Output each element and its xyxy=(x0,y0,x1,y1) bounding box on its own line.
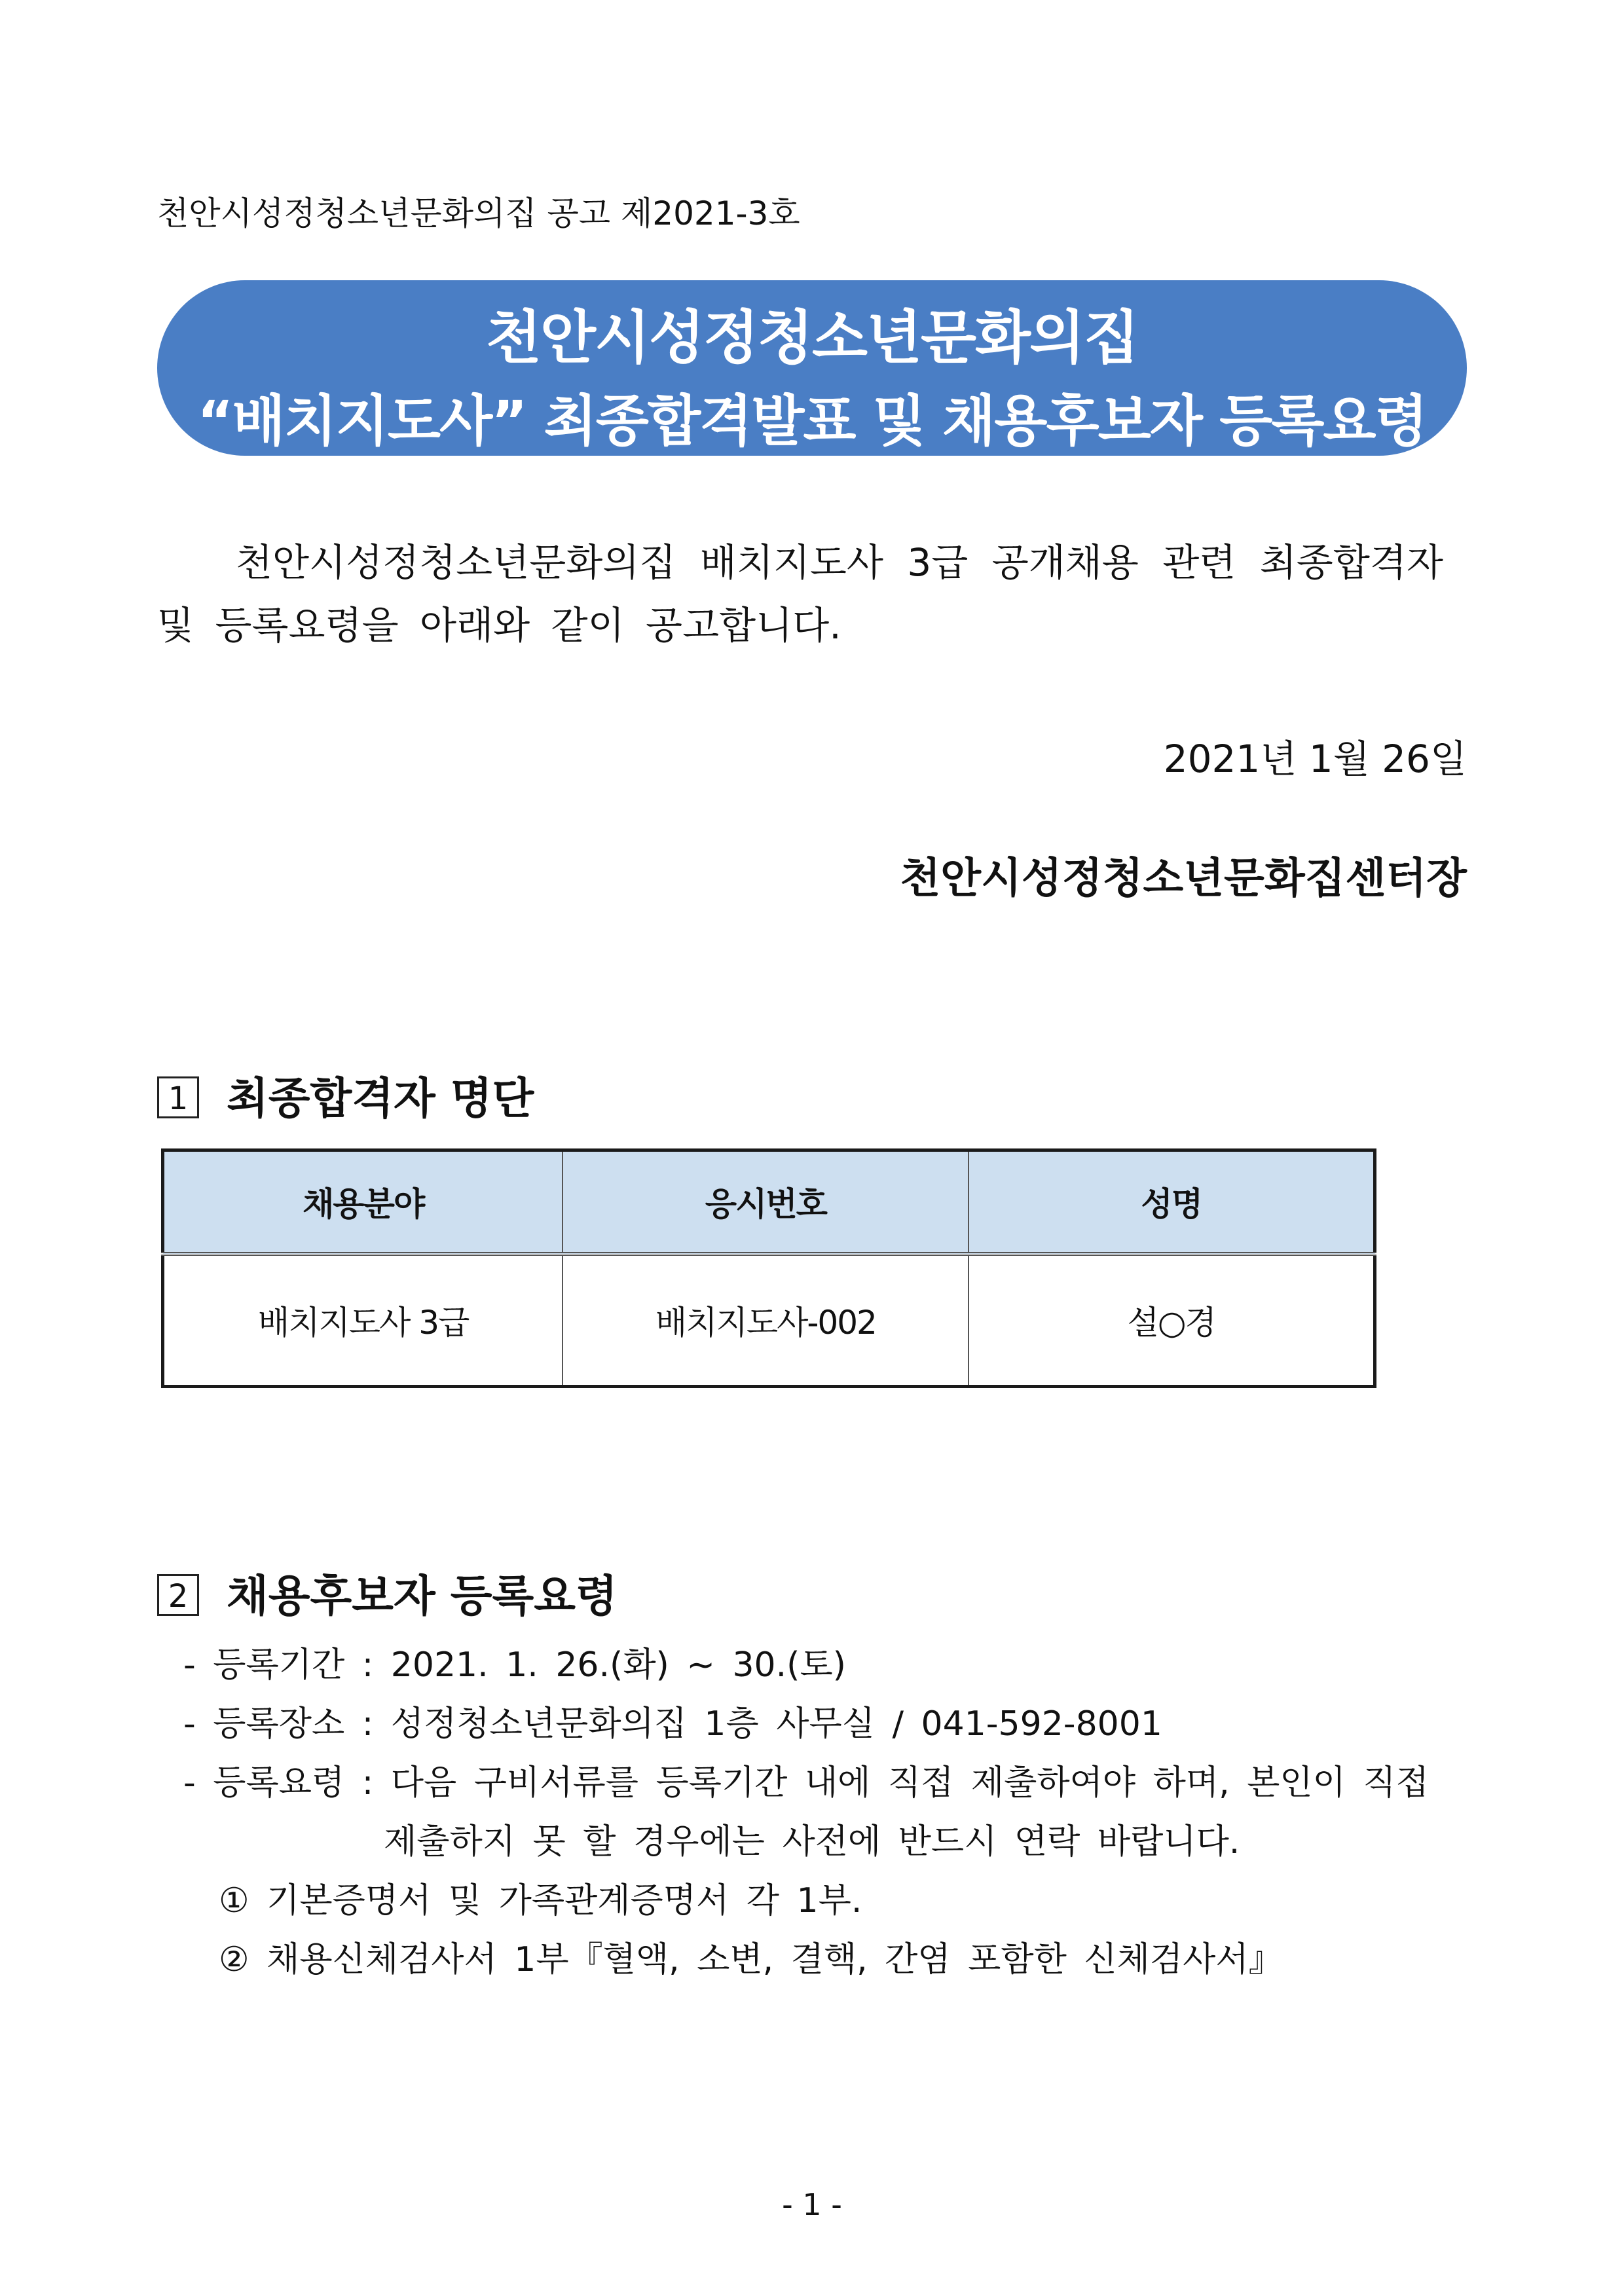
table-header-cell: 성명 xyxy=(969,1150,1375,1254)
registration-period: - 등록기간 : 2021. 1. 26.(화) ~ 30.(토) xyxy=(183,1645,846,1685)
issuer-name: 천안시성정청소년문화집센터장 xyxy=(900,854,1467,903)
registration-place: - 등록장소 : 성정청소년문화의집 1층 사무실 / 041-592-8001 xyxy=(183,1704,1162,1744)
intro-paragraph-line1: 천안시성정청소년문화의집 배치지도사 3급 공개채용 관련 최종합격자 xyxy=(236,540,1443,585)
section1-number-box: 1 xyxy=(157,1076,199,1118)
table-header-cell: 응시번호 xyxy=(563,1150,969,1254)
section2-number-box: 2 xyxy=(157,1574,199,1616)
notice-number: 천안시성정청소년문화의집 공고 제2021-3호 xyxy=(157,194,800,232)
required-document-1: ① 기본증명서 및 가족관계증명서 각 1부. xyxy=(219,1881,862,1920)
title-banner xyxy=(157,280,1467,456)
table-header-row xyxy=(163,1150,1375,1254)
notice-date: 2021년 1월 26일 xyxy=(1163,737,1467,781)
page-number: - 1 - xyxy=(782,2187,842,2222)
final-results-table xyxy=(161,1148,1376,1388)
section1-title: 최종합격자 명단 xyxy=(227,1073,534,1124)
table-cell: 배치지도사 3급 xyxy=(257,1304,469,1342)
section2-title: 채용후보자 등록요령 xyxy=(227,1571,618,1621)
title-line1: 천안시성정청소년문화의집 xyxy=(485,304,1139,371)
intro-paragraph-line2: 및 등록요령을 아래와 같이 공고합니다. xyxy=(157,603,841,648)
table-row xyxy=(163,1254,1375,1387)
table-cell: 설○경 xyxy=(969,1254,1375,1387)
table-cell: 배치지도사-002 xyxy=(563,1254,969,1387)
required-document-2: ② 채용신체검사서 1부『혈액, 소변, 결핵, 간염 포함한 신체검사서』 xyxy=(219,1940,1283,1979)
section1-heading xyxy=(157,1063,534,1126)
registration-guide-line1: - 등록요령 : 다음 구비서류를 등록기간 내에 직접 제출하여야 하며, 본인이 직접 xyxy=(183,1763,1429,1803)
section2-heading xyxy=(157,1561,618,1623)
registration-guide-line2: 제출하지 못 할 경우에는 사전에 반드시 연락 바랍니다. xyxy=(384,1822,1240,1862)
title-line2: “배치지도사” 최종합격발표 및 채용후보자 등록요령 xyxy=(197,389,1427,453)
table-header-cell: 채용분야 xyxy=(163,1150,563,1254)
